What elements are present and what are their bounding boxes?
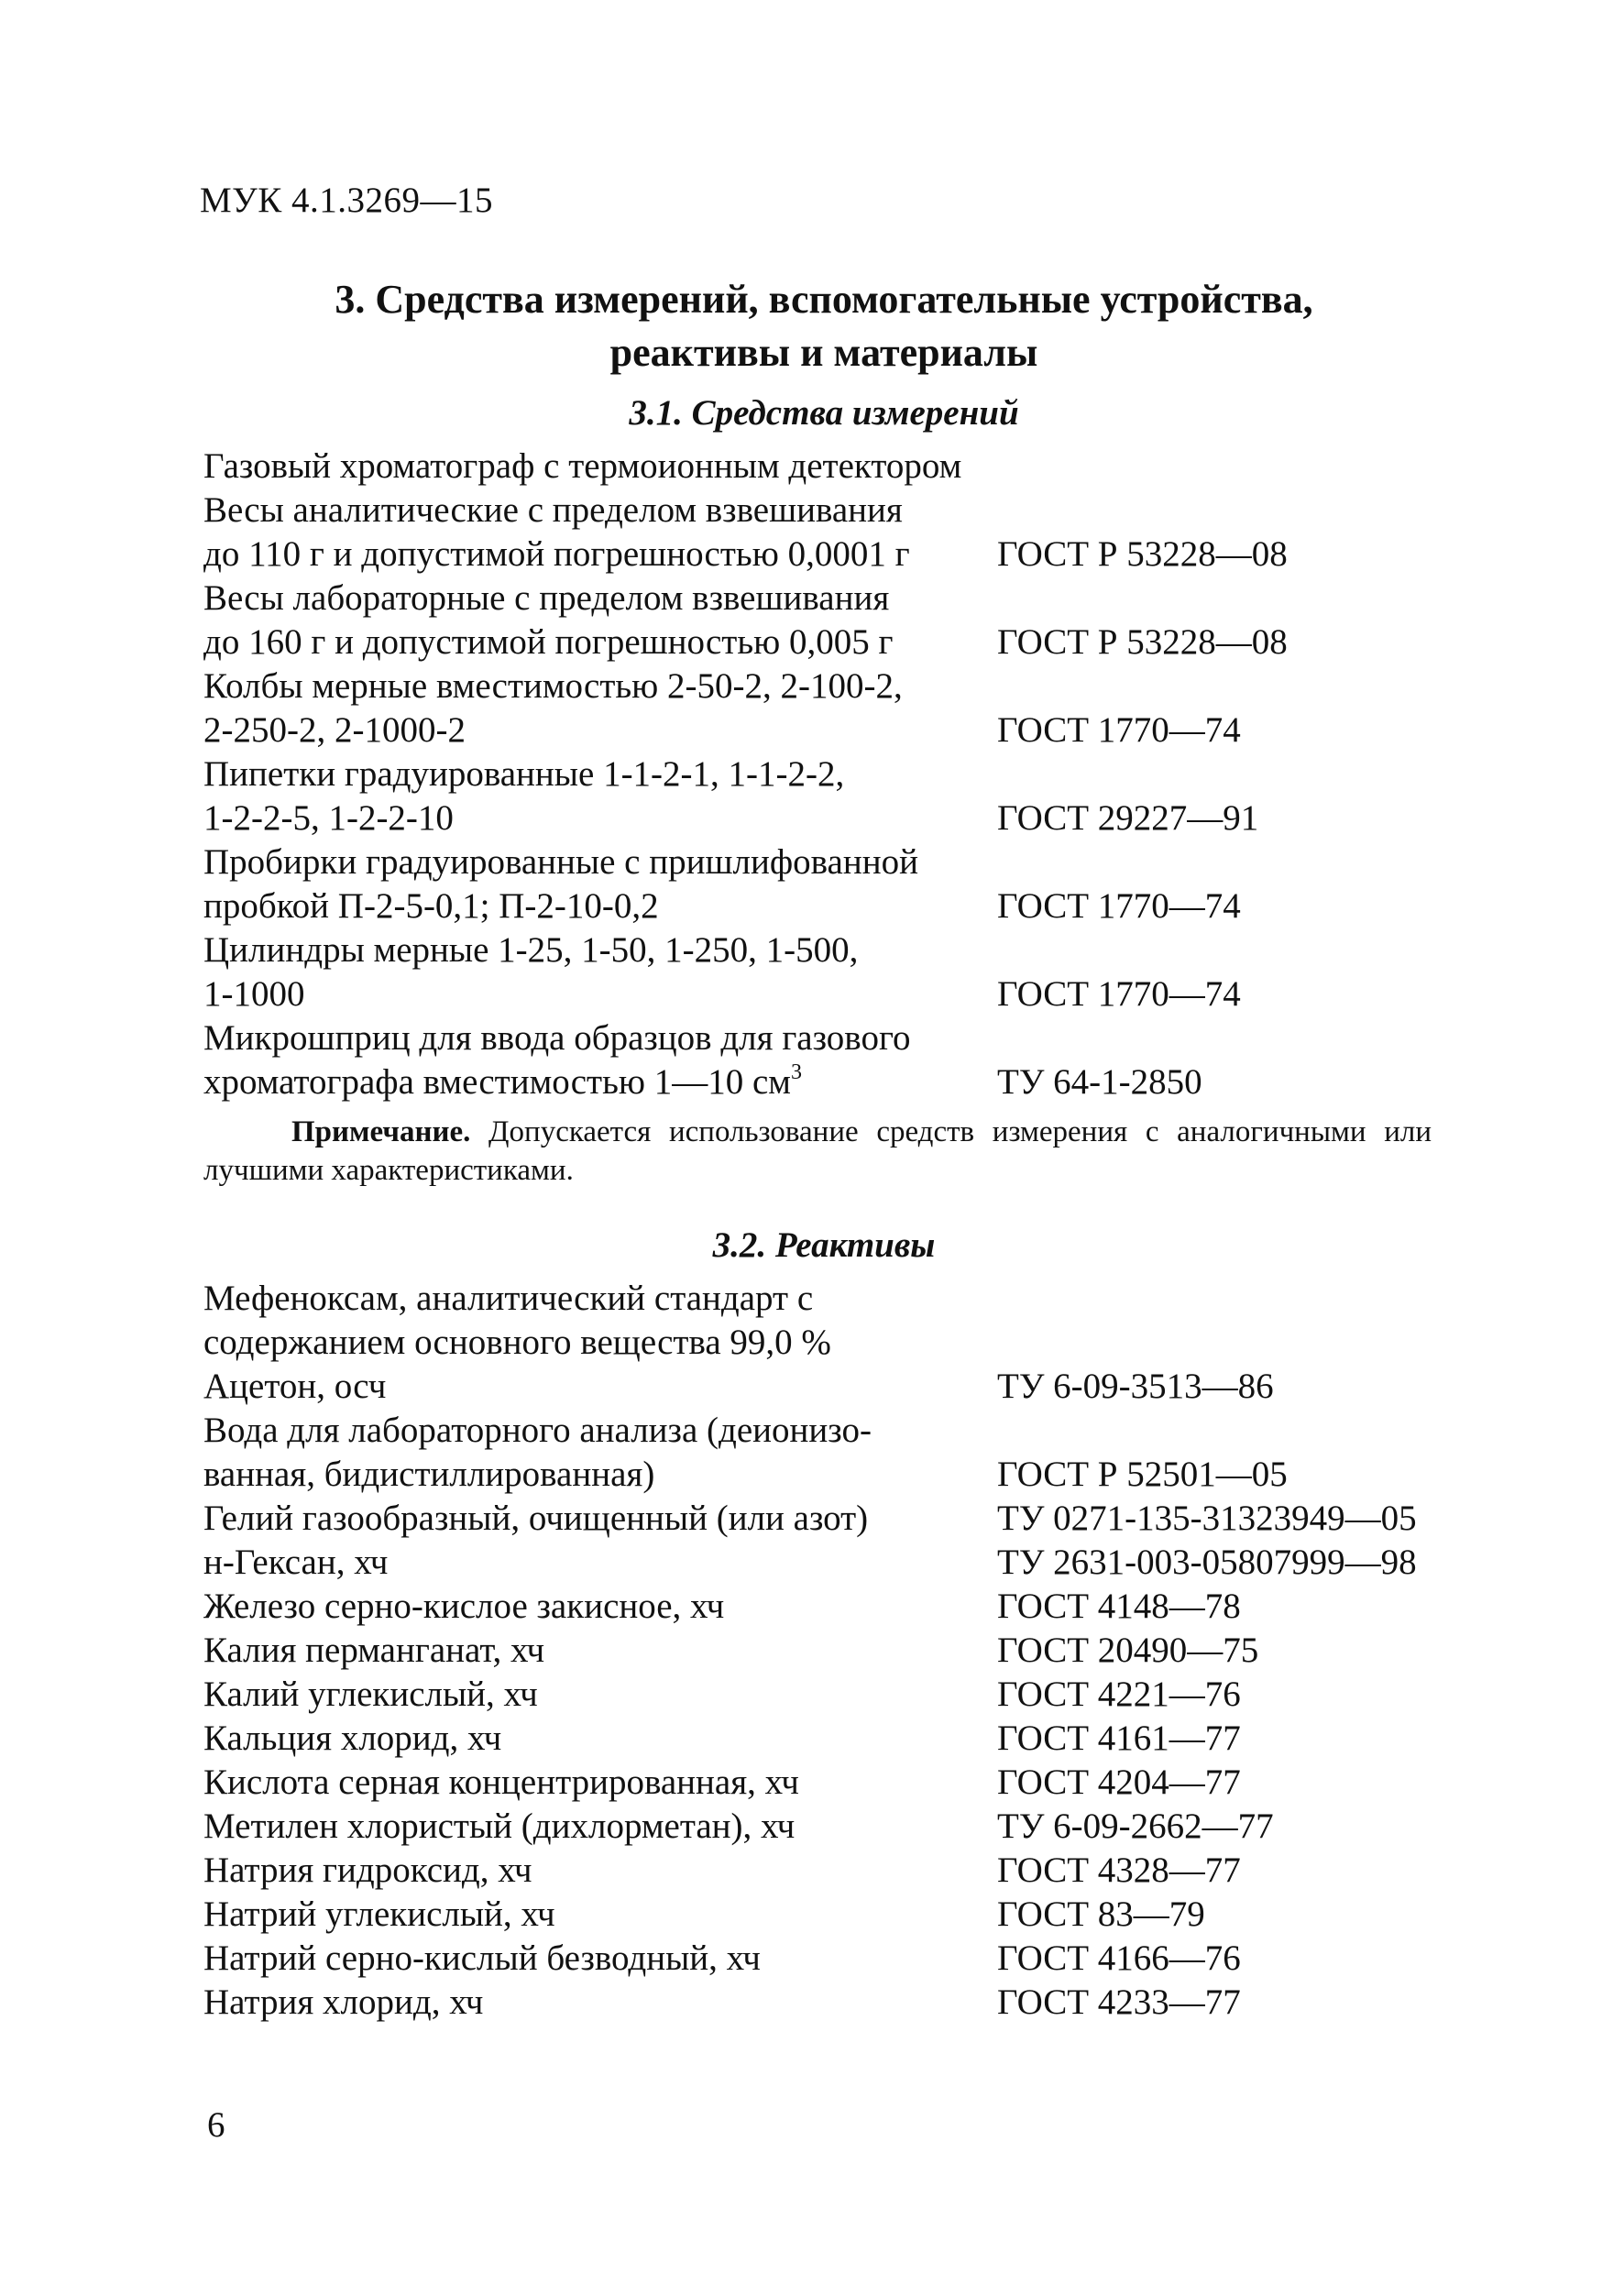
list-item-line: 1-2-2-5, 1-2-2-10 [203,798,454,838]
standard-reference: ТУ 0271-135-31323949—05 [997,1499,1417,1538]
list-item-line: Пробирки градуированные с пришлифованной [203,842,918,882]
list-item-line: ванная, бидистиллированная) [203,1455,655,1494]
list-item-line: 1-1000 [203,974,305,1014]
standard-reference: ГОСТ 4161—77 [997,1718,1241,1758]
standard-reference: ГОСТ Р 53228—08 [997,622,1288,662]
list-item-line: Цилиндры мерные 1-25, 1-50, 1-250, 1-500, [203,930,859,970]
list-item-line: н-Гексан, хч [203,1543,389,1582]
list-item-line: Газовый хроматограф с термоионным детектором [203,446,962,486]
standard-reference: ГОСТ 4166—76 [997,1938,1241,1978]
list-item-line: Метилен хлористый (дихлорметан), хч [203,1806,796,1846]
document-code: МУК 4.1.3269—15 [200,181,494,220]
list-item-line: пробкой П-2-5-0,1; П-2-10-0,2 [203,886,659,926]
list-item-line: Натрий углекислый, хч [203,1894,555,1934]
standard-reference: ГОСТ 4204—77 [997,1762,1241,1802]
list-item-line: Железо серно-кислое закисное, хч [203,1587,725,1626]
standard-reference: ТУ 6-09-3513—86 [997,1367,1274,1406]
standard-reference: ГОСТ Р 52501—05 [997,1455,1288,1494]
list-item-line: Весы лабораторные с пределом взвешивания [203,578,890,618]
list-item-line: Микрошприц для ввода образцов для газового [203,1018,911,1058]
list-item-line: Кальция хлорид, хч [203,1718,502,1758]
note-text: Допускается использование средств измерения с аналогичными или лучшими характеристиками. [203,1115,1432,1187]
standard-reference: ГОСТ 4221—76 [997,1675,1241,1714]
list-item-line: до 110 г и допустимой погрешностью 0,0001 г [203,534,910,574]
standard-reference: ГОСТ 1770—74 [997,974,1241,1014]
standard-reference: ГОСТ 4233—77 [997,1982,1241,2022]
section-title [200,273,1448,379]
standard-reference: ГОСТ Р 53228—08 [997,534,1288,574]
subsection-title-reagents: 3.2. Реактивы [712,1225,936,1265]
list-item-line: Натрий серно-кислый безводный, хч [203,1938,761,1978]
list-item-line: содержанием основного вещества 99,0 % [203,1323,831,1362]
list-item-line: Калий углекислый, хч [203,1675,538,1714]
list-item-line: Весы аналитические с пределом взвешивания [203,490,903,530]
list-item-line: 2-250-2, 2-1000-2 [203,710,466,750]
list-item-line: Ацетон, осч [203,1367,387,1406]
list-item-line: Колбы мерные вместимостью 2-50-2, 2-100-2, [203,666,903,706]
list-item-text: хроматографа вместимостью 1—10 см [203,1062,791,1102]
list-item-line: Натрия гидроксид, хч [203,1850,532,1890]
standard-reference: ГОСТ 1770—74 [997,710,1241,750]
standard-reference: ГОСТ 29227—91 [997,798,1259,838]
standard-reference: ТУ 64-1-2850 [997,1062,1202,1102]
standard-reference: ГОСТ 4328—77 [997,1850,1241,1890]
standard-reference: ГОСТ 4148—78 [997,1587,1241,1626]
superscript: 3 [791,1060,802,1084]
list-item-line: Калия перманганат, хч [203,1631,545,1670]
list-item-line: Кислота серная концентрированная, хч [203,1762,799,1802]
list-item-line: Пипетки градуированные 1-1-2-1, 1-1-2-2, [203,754,845,794]
standard-reference: ГОСТ 1770—74 [997,886,1241,926]
page-number: 6 [207,2105,225,2145]
standard-reference: ТУ 6-09-2662—77 [997,1806,1274,1846]
list-item-line: Натрия хлорид, хч [203,1982,484,2022]
standard-reference: ГОСТ 20490—75 [997,1631,1259,1670]
list-item-line: Мефеноксам, аналитический стандарт с [203,1279,814,1318]
section-title-line-1: 3. Средства измерений, вспомогательные устройства, [335,277,1313,322]
list-item-line: до 160 г и допустимой погрешностью 0,005 г [203,622,894,662]
list-item-line [203,1061,802,1104]
note-label: Примечание. [291,1115,471,1148]
subsection-title-instruments: 3.1. Средства измерений [629,393,1019,433]
note-paragraph [203,1113,1432,1190]
list-item-line: Вода для лабораторного анализа (деионизо- [203,1411,872,1450]
list-item-line: Гелий газообразный, очищенный (или азот) [203,1499,869,1538]
section-title-line-2: реактивы и материалы [609,330,1038,375]
standard-reference: ГОСТ 83—79 [997,1894,1205,1934]
standard-reference: ТУ 2631-003-05807999—98 [997,1543,1417,1582]
